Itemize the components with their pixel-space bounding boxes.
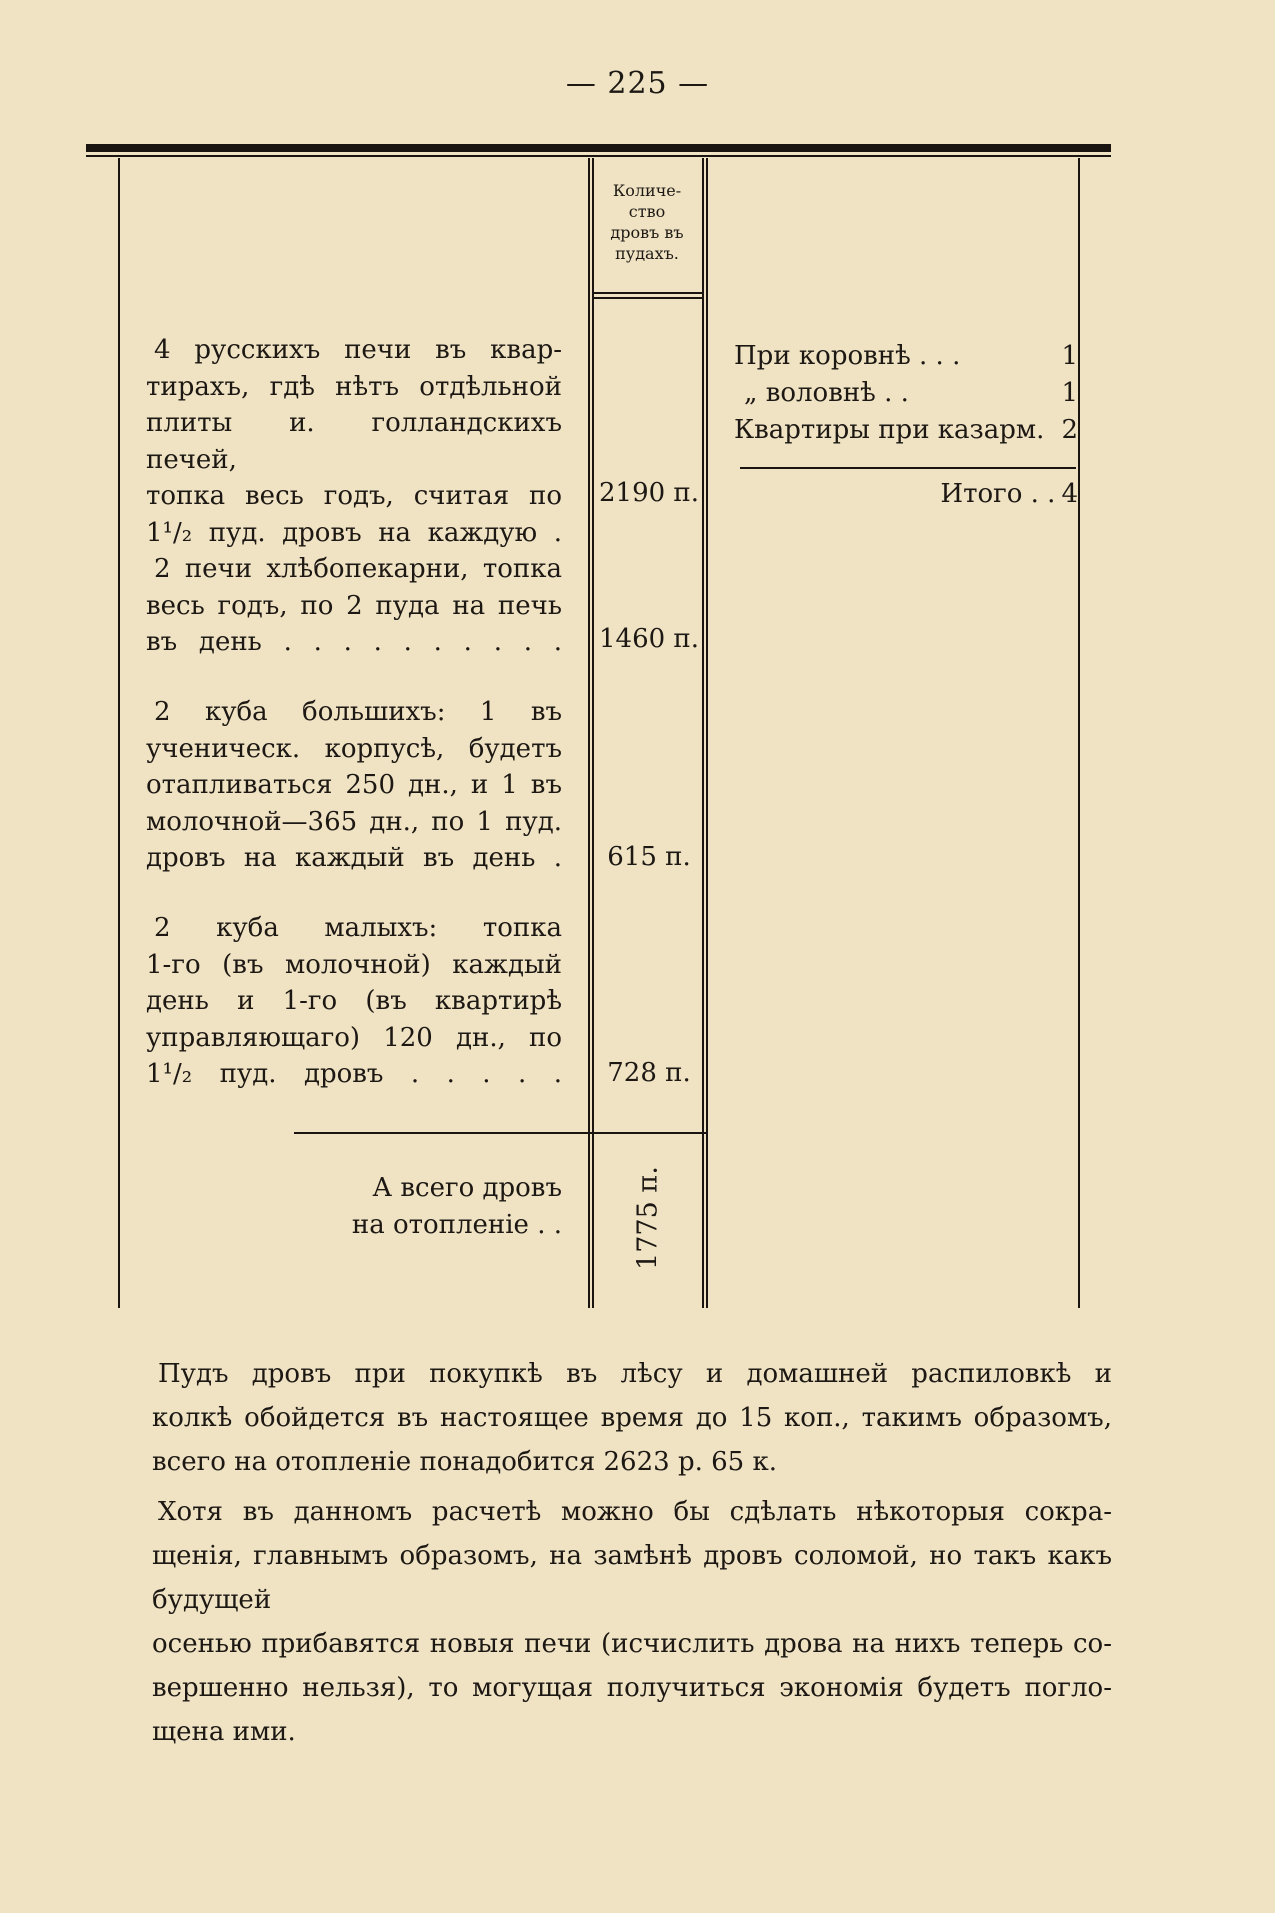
list-item-value: 2 bbox=[1061, 415, 1078, 445]
list-item-label: „ воловнѣ . . bbox=[744, 378, 909, 408]
entry-line: 4 русскихъ печи въ квар- bbox=[154, 335, 562, 365]
paragraph-line: щенія, главнымъ образомъ, на замѣнѣ дровъ соломой, но такъ какъ будущей bbox=[152, 1541, 1112, 1615]
header-line: пудахъ. bbox=[615, 244, 679, 263]
entry-line: молочной—365 дн., по 1 пуд. bbox=[146, 806, 562, 837]
entry-line: въ день . . . . . . . . . . bbox=[146, 627, 562, 657]
list-total-rule bbox=[740, 467, 1076, 469]
paragraph-savings bbox=[152, 1490, 1112, 1754]
firewood-table bbox=[118, 158, 1080, 1308]
total-divider bbox=[294, 1132, 706, 1134]
entry-line: дровъ на каждый въ день . bbox=[146, 843, 562, 873]
paragraph-cost bbox=[152, 1352, 1112, 1484]
column-divider bbox=[588, 158, 590, 1308]
total-label-line: А всего дровъ bbox=[372, 1173, 562, 1203]
paragraph-line: щена ими. bbox=[152, 1717, 296, 1747]
paragraph-line: вершенно нельзя), то могущая получиться экономія будетъ погло- bbox=[152, 1673, 1112, 1703]
list-total bbox=[734, 476, 1078, 513]
entry-small-boilers bbox=[146, 910, 562, 1093]
entry-line: плиты и. голландскихъ печей, bbox=[146, 408, 562, 475]
paragraph-line: Пудъ дровъ при покупкѣ въ лѣсу и домашней распиловкѣ и bbox=[158, 1359, 1112, 1389]
entry-line: 2 куба малыхъ: топка bbox=[154, 913, 562, 943]
entry-bakery-stoves bbox=[146, 551, 562, 661]
list-item bbox=[734, 375, 1078, 412]
quantity-column-header bbox=[592, 180, 702, 264]
total-value-text: 1775 п. bbox=[632, 1166, 664, 1270]
entry-line: отапливаться 250 дн., и 1 въ bbox=[146, 770, 562, 800]
paragraph-line: осенью прибавятся новыя печи (исчислить дрова на нихъ теперь со- bbox=[152, 1629, 1112, 1659]
entry-line: топка весь годъ, считая по bbox=[146, 481, 562, 511]
header-line: ство bbox=[628, 202, 666, 221]
entry-large-boilers bbox=[146, 694, 562, 877]
entry-line: ученическ. корпусѣ, будетъ bbox=[146, 733, 562, 764]
list-total-label: Итого . . bbox=[940, 479, 1056, 509]
entry-quantity: 728 п. bbox=[607, 1058, 691, 1088]
total-label-line: на отопленіе . . bbox=[351, 1210, 562, 1240]
list-item-label: При коровнѣ . . . bbox=[734, 341, 961, 371]
entry-line: 2 печи хлѣбопекарни, топка bbox=[154, 554, 562, 584]
buildings-list bbox=[734, 338, 1078, 449]
entry-line: тирахъ, гдѣ нѣтъ отдѣльной bbox=[146, 371, 562, 402]
total-label bbox=[298, 1170, 562, 1244]
header-line: Количе- bbox=[612, 181, 682, 200]
list-item bbox=[734, 338, 1078, 375]
entry-line: управляющаго) 120 дн., по bbox=[146, 1022, 562, 1053]
entry-line: 1¹/₂ пуд. дровъ на каждую . bbox=[146, 517, 562, 548]
list-item bbox=[734, 412, 1078, 449]
paragraph-line: Хотя въ данномъ расчетѣ можно бы сдѣлать нѣкоторыя сокра- bbox=[158, 1497, 1112, 1527]
header-rule-thick bbox=[86, 144, 1111, 152]
entry-line: 1¹/₂ пуд. дровъ . . . . . bbox=[146, 1059, 562, 1089]
entry-line: весь годъ, по 2 пуда на печь bbox=[146, 590, 562, 621]
total-value bbox=[618, 1148, 678, 1288]
header-divider bbox=[592, 292, 704, 294]
list-total-value: 4 bbox=[1061, 479, 1078, 509]
table-border-right bbox=[1078, 158, 1080, 1308]
list-item-label: Квартиры при казарм. bbox=[734, 415, 1045, 445]
column-divider bbox=[592, 158, 594, 1308]
paragraph-line: колкѣ обойдется въ настоящее время до 15 коп., такимъ образомъ, bbox=[152, 1403, 1112, 1433]
entry-line: день и 1-го (въ квартирѣ bbox=[146, 986, 562, 1016]
column-divider bbox=[702, 158, 704, 1308]
table-border-left bbox=[118, 158, 120, 1308]
header-divider bbox=[592, 297, 704, 299]
list-item-value: 1 bbox=[1061, 341, 1078, 371]
entry-quantity: 2190 п. bbox=[598, 478, 700, 508]
buildings-total bbox=[734, 476, 1078, 513]
entry-line: 2 куба большихъ: 1 въ bbox=[154, 697, 562, 727]
page-number: — 225 — bbox=[565, 66, 710, 101]
list-item-value: 1 bbox=[1061, 378, 1078, 408]
entry-line: 1-го (въ молочной) каждый bbox=[146, 949, 562, 980]
entry-quantity: 1460 п. bbox=[598, 624, 700, 654]
entry-russian-stoves bbox=[146, 332, 562, 551]
header-line: дровъ въ bbox=[610, 223, 684, 242]
header-rule-thin bbox=[86, 155, 1111, 157]
paragraph-line: всего на отопленіе понадобится 2623 р. 65 к. bbox=[152, 1447, 777, 1477]
column-divider bbox=[706, 158, 708, 1308]
entry-quantity: 615 п. bbox=[607, 842, 691, 872]
